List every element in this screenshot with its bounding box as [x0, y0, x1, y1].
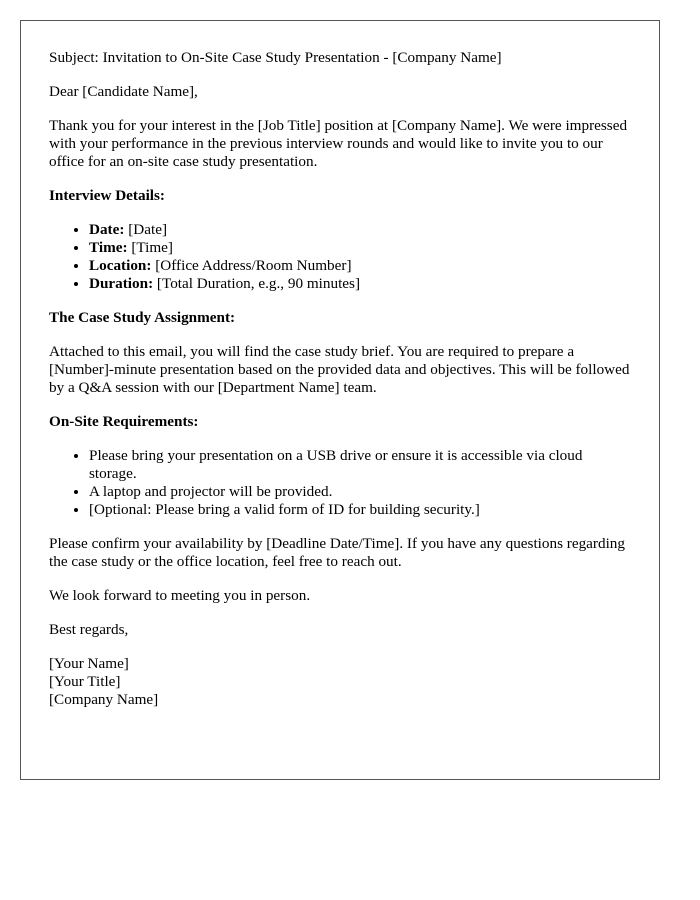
detail-value: [Total Duration, e.g., 90 minutes] [153, 275, 361, 292]
signature-title: [Your Title] [49, 673, 121, 690]
list-item [89, 221, 631, 239]
sign-off: Best regards, [49, 621, 129, 638]
list-item [89, 239, 631, 257]
list-item [89, 257, 631, 275]
salutation: Dear [Candidate Name], [49, 83, 198, 100]
list-item: • Please bring your presentation on a USB drive or ensure it is accessible via cloud storage. [89, 447, 631, 483]
signature-name: [Your Name] [49, 655, 129, 672]
detail-value: [Date] [124, 221, 168, 238]
signature-company: [Company Name] [49, 691, 159, 708]
assignment-paragraph: Attached to this email, you will find the case study brief. You are required to prepare a [Number]-minute presentation based on the provided data and objectives. This will be followed by a Q&A session with our [Department Name] team. [49, 343, 630, 396]
assignment-heading: The Case Study Assignment: [49, 309, 236, 326]
letter-body [20, 20, 660, 780]
list-item [89, 275, 631, 293]
detail-value: [Office Address/Room Number] [151, 257, 352, 274]
confirm-paragraph: Please confirm your availability by [Deadline Date/Time]. If you have any questions regarding the case study or the office location, feel free to reach out. [49, 535, 625, 570]
list-item: • A laptop and projector will be provided. [89, 483, 631, 501]
detail-label: Date: [89, 221, 125, 238]
detail-label: Time: [89, 239, 128, 256]
detail-label: Location: [89, 257, 152, 274]
list-item: • [Optional: Please bring a valid form of ID for building security.] [89, 501, 631, 519]
interview-details-list [49, 221, 631, 293]
requirements-heading: On-Site Requirements: [49, 413, 199, 430]
detail-label: Duration: [89, 275, 154, 292]
interview-details-heading: Interview Details: [49, 187, 165, 204]
closing-line: We look forward to meeting you in person. [49, 587, 311, 604]
intro-paragraph: Thank you for your interest in the [Job Title] position at [Company Name]. We were impressed with your performance in the previous interview rounds and would like to invite you to our office for an on-site case study presentation. [49, 117, 628, 170]
detail-value: [Time] [127, 239, 173, 256]
signature-block [49, 655, 631, 709]
subject-line: Subject: Invitation to On-Site Case Study Presentation - [Company Name] [49, 49, 502, 66]
requirements-list [49, 447, 631, 519]
